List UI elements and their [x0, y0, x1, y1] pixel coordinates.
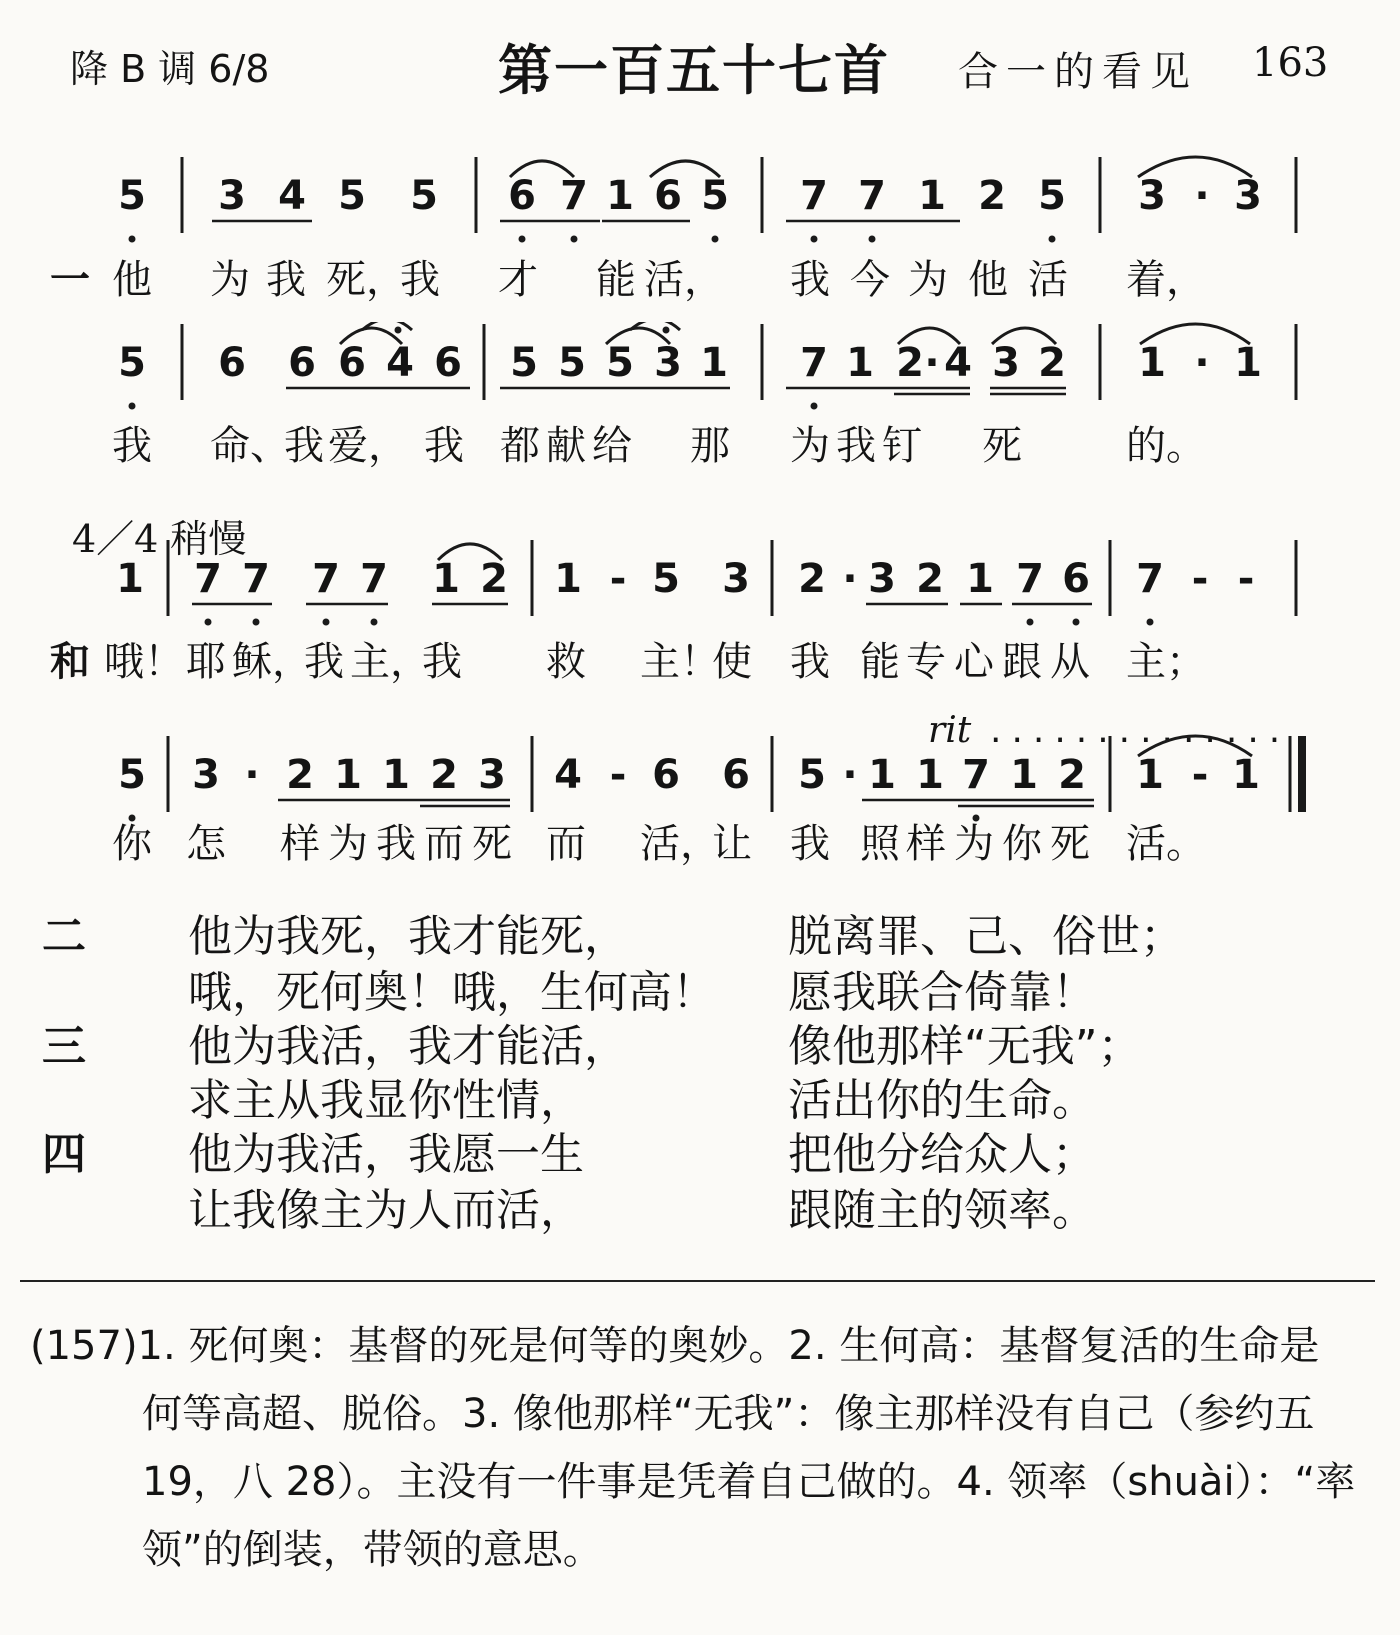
lyric: 你 — [1002, 821, 1042, 867]
ritardando-dots: .............. — [990, 710, 1291, 751]
note: 5 — [510, 340, 538, 386]
note: 4 — [278, 173, 306, 219]
lyric: 为 — [210, 257, 250, 303]
lyric: 耶 — [186, 639, 226, 685]
note: 1 — [918, 173, 946, 219]
note-dash: - — [1191, 752, 1209, 798]
note: 7 — [560, 173, 588, 219]
chorus-label: 和 — [50, 639, 90, 685]
note-dash: - — [609, 752, 627, 798]
verse-line: 他为我死，我才能死， — [188, 911, 628, 962]
note: 1 — [1232, 752, 1260, 798]
note: 7 — [858, 173, 886, 219]
note: 5 — [410, 173, 438, 219]
note: 1 — [554, 556, 582, 602]
note: 5 — [606, 340, 634, 386]
verse-number: 三 — [42, 1021, 86, 1072]
note: 7 — [242, 556, 270, 602]
score-line-4 — [0, 734, 1400, 824]
note-dot: · — [1194, 340, 1210, 386]
lyric: 哦！ — [104, 639, 184, 685]
verse-line: 跟随主的领率。 — [788, 1185, 1096, 1236]
note: 6 — [508, 173, 536, 219]
score-line-1 — [0, 155, 1400, 245]
lyric: 主！ — [640, 639, 720, 685]
footnote-divider — [20, 1280, 1375, 1282]
score-line-3 — [0, 538, 1400, 628]
lyric: 活， — [640, 821, 720, 867]
lyric: 为 — [908, 257, 948, 303]
lyric: 他 — [112, 257, 152, 303]
lyric: 我 — [790, 821, 830, 867]
verse-line: 愿我联合倚靠！ — [788, 967, 1096, 1018]
note: 3 — [722, 556, 750, 602]
note-dot: · — [924, 340, 940, 386]
lyric: 能 — [596, 257, 636, 303]
lyric: 能 — [860, 639, 900, 685]
lyric: 他 — [968, 257, 1008, 303]
note-dot: · — [244, 752, 260, 798]
note: 6 — [338, 340, 366, 386]
footnote-line: (157)1. 死何奥：基督的死是何等的奥妙。2. 生何高：基督复活的生命是 — [30, 1323, 1320, 1369]
note-dash: - — [609, 556, 627, 602]
note: 2 — [286, 752, 314, 798]
note: 5 — [118, 752, 146, 798]
page-number: 163 — [1252, 40, 1329, 86]
lyric: 那 — [690, 423, 730, 469]
verse-line: 哦，死何奥！哦，生何高！ — [188, 967, 716, 1018]
footnote-line: 19，八 28）。主没有一件事是凭着自己做的。4. 领率（shuài）：“率 — [142, 1459, 1356, 1505]
note: 7 — [1016, 556, 1044, 602]
lyric: 献 — [546, 423, 586, 469]
note: 3 — [868, 556, 896, 602]
note: 2 — [480, 556, 508, 602]
note: 1 — [116, 556, 144, 602]
note: 1 — [1138, 340, 1166, 386]
lyric: 我 — [790, 639, 830, 685]
note: 6 — [288, 340, 316, 386]
verse-line: 他为我活，我愿一生 — [188, 1129, 584, 1180]
hymn-subtitle: 合一的看见 — [958, 49, 1198, 95]
note: 2 — [1038, 340, 1066, 386]
note: 2 — [896, 340, 924, 386]
lyric: 使 — [712, 639, 752, 685]
lyric: 命、 — [210, 423, 290, 469]
lyric: 爱， — [328, 423, 408, 469]
note: 5 — [118, 173, 146, 219]
lyric: 照 — [860, 821, 900, 867]
note: 5 — [652, 556, 680, 602]
lyric: 都 — [500, 423, 540, 469]
verse-line: 脱离罪、己、俗世； — [788, 911, 1184, 962]
note: 4 — [554, 752, 582, 798]
lyric: 死 — [1050, 821, 1090, 867]
lyric: 而 — [546, 821, 586, 867]
lyric: 活， — [644, 257, 724, 303]
note: 1 — [916, 752, 944, 798]
lyrics-line-4 — [0, 812, 1400, 872]
note: 1 — [1234, 340, 1262, 386]
lyric: 我 — [790, 257, 830, 303]
hymn-title: 第一百五十七首 — [498, 39, 890, 102]
lyric: 我 — [400, 257, 440, 303]
footnote-line: 领”的倒装，带领的意思。 — [142, 1527, 603, 1573]
lyric: 钉 — [882, 423, 922, 469]
footnote-line: 何等高超、脱俗。3. 像他那样“无我”：像主那样没有自己（参约五 — [142, 1391, 1315, 1437]
lyric: 救 — [546, 639, 586, 685]
lyric: 给 — [592, 423, 632, 469]
verse-line: 求主从我显你性情， — [188, 1075, 584, 1126]
note: 3 — [1234, 173, 1262, 219]
lyric: 我 — [836, 423, 876, 469]
lyric: 死， — [326, 257, 406, 303]
lyric: 着， — [1126, 257, 1206, 303]
score-line-2 — [0, 322, 1400, 412]
lyric: 活 — [1028, 257, 1068, 303]
note: 3 — [192, 752, 220, 798]
lyric: 死 — [982, 423, 1022, 469]
lyric: 让 — [712, 821, 752, 867]
lyric: 我 — [376, 821, 416, 867]
note: 7 — [800, 173, 828, 219]
lyric: 为 — [328, 821, 368, 867]
lyric: 为 — [954, 821, 994, 867]
note: 5 — [798, 752, 826, 798]
lyric: 专 — [906, 639, 946, 685]
lyric: 活。 — [1126, 821, 1206, 867]
verse-line: 像他那样“无我”； — [788, 1021, 1142, 1072]
note: 7 — [1136, 556, 1164, 602]
note: 7 — [360, 556, 388, 602]
lyric: 我 — [266, 257, 306, 303]
note: 2 — [430, 752, 458, 798]
lyric: 我 — [422, 639, 462, 685]
lyric: 我 — [424, 423, 464, 469]
verse-line: 让我像主为人而活， — [188, 1185, 584, 1236]
note: 1 — [432, 556, 460, 602]
verse-number: 四 — [42, 1129, 86, 1180]
lyric: 而 — [424, 821, 464, 867]
lyric: 跟 — [1002, 639, 1042, 685]
note: 3 — [654, 340, 682, 386]
note: 1 — [868, 752, 896, 798]
note: 5 — [558, 340, 586, 386]
note: 3 — [992, 340, 1020, 386]
note: 3 — [218, 173, 246, 219]
note: 6 — [1062, 556, 1090, 602]
note: 5 — [118, 340, 146, 386]
note: 5 — [1038, 173, 1066, 219]
lyric: 死 — [472, 821, 512, 867]
meter-change: 4／4 稍慢 — [72, 517, 247, 561]
note: 1 — [334, 752, 362, 798]
note: 1 — [382, 752, 410, 798]
lyric: 主， — [350, 639, 430, 685]
note: 5 — [338, 173, 366, 219]
lyric: 我 — [284, 423, 324, 469]
note: 1 — [700, 340, 728, 386]
note: 2 — [978, 173, 1006, 219]
lyric: 我 — [304, 639, 344, 685]
note-dot: · — [1194, 173, 1210, 219]
lyric: 为 — [790, 423, 830, 469]
verse-number: 二 — [42, 911, 86, 962]
lyric: 的。 — [1126, 423, 1206, 469]
note: 3 — [478, 752, 506, 798]
verse-line: 活出你的生命。 — [788, 1075, 1096, 1126]
note-dash: - — [1237, 556, 1255, 602]
lyric: 我 — [112, 423, 152, 469]
lyric: 稣， — [232, 639, 312, 685]
verse-number: 一 — [50, 257, 90, 303]
note: 2 — [1058, 752, 1086, 798]
note-dash: - — [1191, 556, 1209, 602]
note: 5 — [701, 173, 729, 219]
lyric: 样 — [906, 821, 946, 867]
note: 7 — [312, 556, 340, 602]
note-dot: · — [842, 752, 858, 798]
lyric: 才 — [498, 257, 538, 303]
lyric: 从 — [1050, 639, 1090, 685]
verse-line: 把他分给众人； — [788, 1129, 1096, 1180]
note: 2 — [798, 556, 826, 602]
footnotes — [30, 1312, 1380, 1584]
note: 1 — [966, 556, 994, 602]
lyric: 心 — [954, 639, 994, 685]
note: 6 — [434, 340, 462, 386]
ritardando-mark: rit — [928, 710, 972, 751]
note: 6 — [652, 752, 680, 798]
lyrics-line-1 — [0, 248, 1400, 308]
lyric: 怎 — [186, 821, 226, 867]
lyrics-line-3 — [0, 630, 1400, 690]
lyric: 今 — [850, 257, 890, 303]
lyric: 你 — [112, 821, 152, 867]
note: 1 — [606, 173, 634, 219]
note: 7 — [962, 752, 990, 798]
note: 3 — [1138, 173, 1166, 219]
note: 4 — [386, 340, 414, 386]
note: 6 — [722, 752, 750, 798]
note-dot: · — [842, 556, 858, 602]
note: 4 — [944, 340, 972, 386]
note: 7 — [800, 340, 828, 386]
note: 1 — [846, 340, 874, 386]
lyrics-line-2 — [0, 414, 1400, 474]
note: 6 — [654, 173, 682, 219]
note: 1 — [1136, 752, 1164, 798]
verse-line: 他为我活，我才能活， — [188, 1021, 628, 1072]
note: 2 — [916, 556, 944, 602]
lyric: 主； — [1126, 639, 1206, 685]
note: 1 — [1010, 752, 1038, 798]
key-signature: 降 B 调 6/8 — [70, 47, 270, 91]
lyric: 样 — [280, 821, 320, 867]
note: 6 — [218, 340, 246, 386]
note: 7 — [194, 556, 222, 602]
